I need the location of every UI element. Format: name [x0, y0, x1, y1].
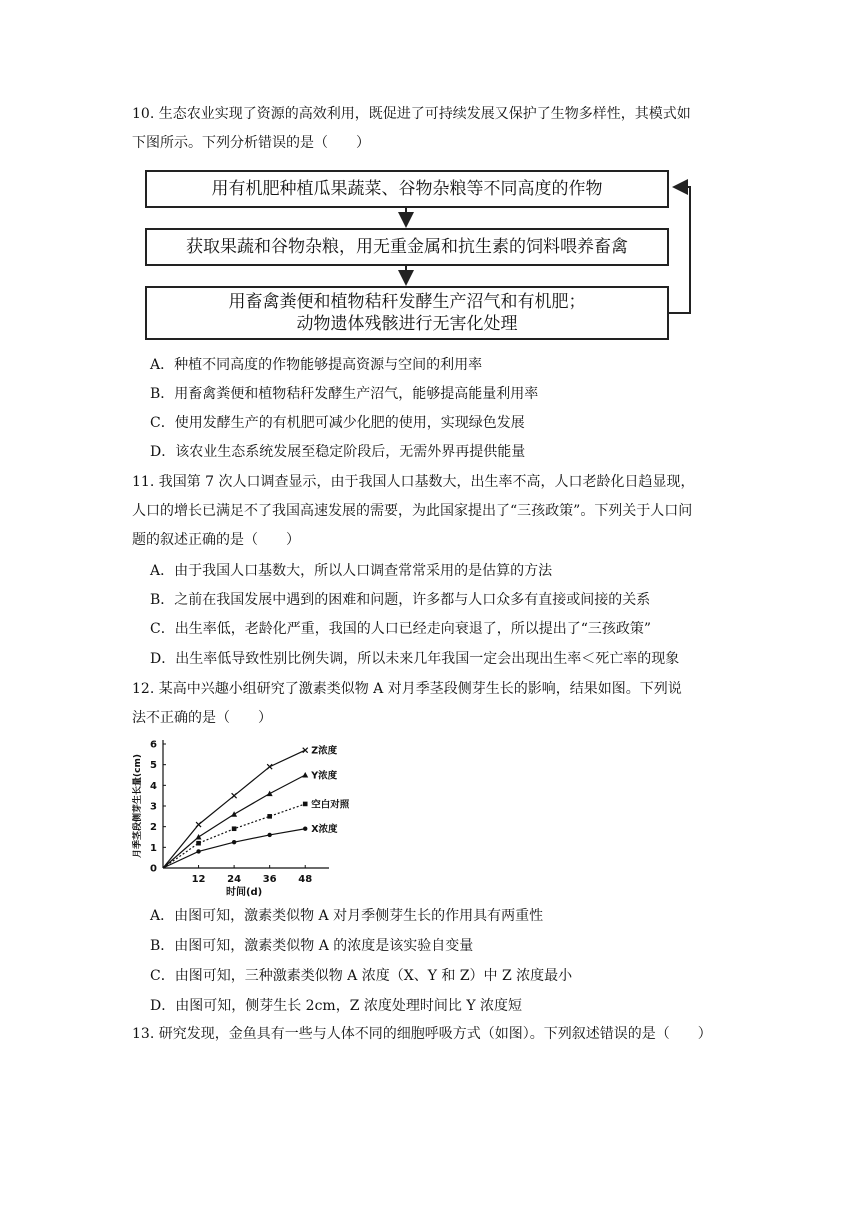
y-tick-label: 2 [150, 822, 157, 834]
growth-chart [130, 738, 360, 898]
flow-box-fermentation-line2: 动物遗体残骸进行无害化处理 [296, 314, 518, 334]
data-point-triangle [196, 834, 202, 840]
q10-option-d: D．该农业生态系统发展至稳定阶段后，无需外界再提供能量 [150, 444, 526, 460]
q12-stem-line2: 法不正确的是（ ） [132, 710, 272, 726]
q11-stem-line3: 题的叙述正确的是（ ） [132, 532, 300, 548]
y-tick-label: 1 [150, 842, 157, 854]
flow-box-planting-text: 用有机肥种植瓜果蔬菜、谷物杂粮等不同高度的作物 [211, 179, 603, 199]
y-tick-label: 0 [150, 863, 157, 875]
q11-option-b: B．之前在我国发展中遇到的困难和问题，许多都与人口众多有直接或间接的关系 [150, 592, 651, 608]
q10-option-a: A．种植不同高度的作物能够提高资源与空间的利用率 [150, 357, 483, 373]
q12-stem-line1: 12. 某高中兴趣小组研究了激素类似物 A 对月季茎段侧芽生长的影响，结果如图。下列说 [132, 681, 682, 697]
q10-option-b: B．用畜禽粪便和植物秸秆发酵生产沼气，能够提高能量利用率 [150, 386, 539, 402]
series-line [163, 775, 305, 868]
q10-stem-line2: 下图所示。下列分析错误的是（ ） [132, 135, 370, 151]
data-point-x [303, 748, 308, 753]
series-line [163, 829, 305, 868]
data-point-dot [267, 833, 271, 837]
data-point-triangle [231, 811, 237, 817]
y-axis-label: 月季茎段侧芽生长量(cm) [133, 754, 143, 858]
x-tick-label: 12 [191, 874, 206, 885]
series-line [163, 750, 305, 868]
y-tick-label: 5 [150, 760, 157, 772]
flow-box-feeding-text: 获取果蔬和谷物杂粮，用无重金属和抗生素的饲料喂养畜禽 [186, 237, 628, 257]
data-point-x [232, 793, 237, 798]
q12-option-a: A．由图可知，激素类似物 A 对月季侧芽生长的作用具有两重性 [150, 908, 544, 924]
q11-option-d: D．出生率低导致性别比例失调，所以未来几年我国一定会出现出生率＜死亡率的现象 [150, 651, 680, 667]
x-tick-label: 24 [227, 874, 242, 885]
data-point-triangle [302, 772, 308, 778]
data-point-square [267, 814, 272, 819]
q10-option-c: C．使用发酵生产的有机肥可减少化肥的使用，实现绿色发展 [150, 415, 525, 431]
q10-stem-line1: 10. 生态农业实现了资源的高效利用，既促进了可持续发展又保护了生物多样性，其模式如 [132, 106, 691, 122]
data-point-dot [196, 849, 200, 853]
data-point-triangle [267, 791, 273, 797]
series-label: Z浓度 [311, 745, 338, 757]
data-point-dot [232, 840, 236, 844]
x-tick-label: 36 [262, 874, 277, 885]
q11-option-a: A．由于我国人口基数大，所以人口调查常常采用的是估算的方法 [150, 563, 553, 579]
y-tick-label: 4 [150, 780, 157, 792]
q12-option-b: B．由图可知，激素类似物 A 的浓度是该实验自变量 [150, 938, 474, 954]
series-label: X浓度 [311, 824, 338, 836]
q11-option-c: C．出生率低，老龄化严重，我国的人口已经走向衰退了，所以提出了“三孩政策” [150, 621, 652, 637]
x-axis-label: 时间(d) [225, 887, 263, 898]
data-point-square [303, 802, 308, 807]
data-point-dot [303, 827, 307, 831]
flow-arrow-feedback [669, 187, 690, 313]
y-tick-label: 6 [150, 739, 157, 751]
x-tick-label: 48 [298, 874, 313, 885]
data-point-x [267, 764, 272, 769]
q11-stem-line2: 人口的增长已满足不了我国高速发展的需要，为此国家提出了“三孩政策”。下列关于人口问 [132, 503, 693, 519]
q12-option-d: D．由图可知，侧芽生长 2cm，Z 浓度处理时间比 Y 浓度短 [150, 998, 523, 1014]
series-label: Y浓度 [311, 770, 338, 782]
series-label: 空白对照 [311, 799, 350, 811]
flow-arrows [0, 0, 860, 360]
q12-option-c: C．由图可知，三种激素类似物 A 浓度（X、Y 和 Z）中 Z 浓度最小 [150, 968, 573, 984]
data-point-square [232, 826, 237, 831]
data-point-x [196, 822, 201, 827]
data-point-square [196, 841, 201, 846]
y-tick-label: 3 [150, 801, 157, 813]
flow-box-fermentation-line1: 用畜禽粪便和植物秸秆发酵生产沼气和有机肥； [228, 292, 586, 312]
q11-stem-line1: 11. 我国第 7 次人口调查显示，由于我国人口基数大，出生率不高，人口老龄化日趋显现， [132, 474, 695, 490]
q13-stem-line1: 13. 研究发现，金鱼具有一些与人体不同的细胞呼吸方式（如图）。下列叙述错误的是（ ） [132, 1026, 712, 1042]
